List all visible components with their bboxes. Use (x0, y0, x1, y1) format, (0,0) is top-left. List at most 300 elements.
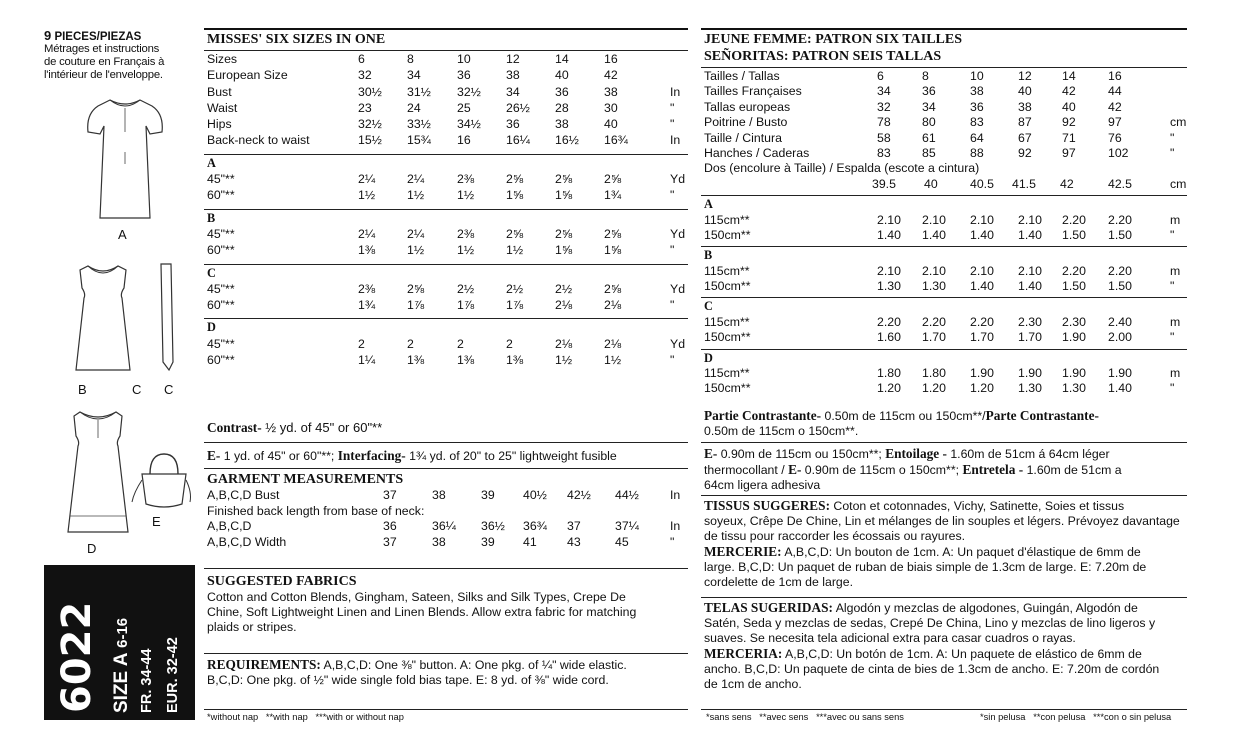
cell-value: 2.20 (1062, 212, 1086, 227)
cell-value: 32½ (457, 84, 481, 99)
table-row (704, 315, 1184, 330)
e-bold-fr: E- (704, 446, 718, 461)
cell-value: 2⅜ (457, 172, 475, 187)
rule (701, 67, 1187, 68)
contrast-bold-es: Parte Contrastante- (985, 408, 1099, 423)
table-row (207, 156, 685, 172)
cell-value: 2 (457, 336, 464, 351)
row-label: Taille / Cintura (704, 130, 782, 145)
cell-value: 1¾ (358, 298, 376, 313)
view-label-d: D (87, 541, 97, 556)
cell-value: 1⅞ (506, 298, 524, 313)
section-title: SEÑORITAS: PATRON SEIS TALLAS (704, 49, 942, 64)
table-row (704, 161, 1184, 176)
cell-value: 36¾ (523, 519, 547, 534)
cell-value: 38 (432, 488, 446, 502)
fabrics-line: plaids or stripes. (207, 620, 297, 634)
mercerie-line: cordelette de 1cm de large. (704, 575, 854, 589)
fabrics-title: SUGGESTED FABRICS (207, 574, 357, 589)
cell-unit: Yd (670, 226, 686, 241)
interfacing-note (207, 448, 689, 464)
row-label: C (704, 299, 713, 314)
cell-value: 2.10 (1018, 263, 1042, 278)
table-row (207, 188, 685, 204)
table-row (207, 337, 685, 353)
cell-value: 2.20 (1062, 263, 1086, 278)
row-label: 45"** (207, 336, 235, 351)
tissus-mercerie (704, 498, 1186, 590)
cell-unit: " (670, 353, 675, 368)
table-row (704, 100, 1184, 115)
cell-value: 2.40 (1108, 314, 1132, 329)
cell-value: 10 (457, 52, 471, 66)
interfacing-note-fr (704, 446, 1186, 493)
cell-value: 2.20 (922, 314, 946, 329)
cell-value: 2⅝ (555, 226, 573, 241)
cell-value: 1½ (358, 188, 376, 203)
row-label: Back-neck to waist (207, 133, 310, 148)
table-row (207, 320, 685, 336)
cell-value: 2¼ (358, 226, 376, 241)
rule (701, 597, 1187, 598)
table-row (207, 298, 685, 314)
cell-value: 1¾ (604, 188, 622, 203)
cell-value: 1.40 (970, 227, 994, 242)
cell-value: 40 (1062, 99, 1076, 114)
cell-value: 97 (1108, 115, 1122, 130)
row-label: 115cm** (704, 212, 750, 227)
cell-value: 1½ (604, 353, 622, 368)
cell-value: 2⅛ (555, 336, 573, 351)
cell-value: 39.5 (872, 176, 896, 191)
cell-value: 87 (1018, 115, 1032, 130)
cell-value: 14 (1062, 69, 1076, 83)
cell-value: 34 (877, 84, 891, 99)
cell-unit: " (670, 298, 675, 313)
row-label: 150cm** (704, 381, 751, 396)
view-label-b: B (78, 382, 87, 397)
rule (701, 195, 1187, 196)
table-row (704, 131, 1184, 146)
table-row (704, 213, 1184, 228)
cell-value: 2¼ (358, 172, 376, 187)
pieces-label: PIECES/PIEZAS (54, 31, 142, 43)
cell-unit: " (1170, 381, 1175, 396)
row-label: A,B,C,D Width (207, 534, 287, 549)
table-row (207, 266, 685, 282)
cell-value: 2.10 (970, 263, 994, 278)
cell-value: 2.20 (970, 314, 994, 329)
cell-value: 1⅝ (555, 188, 573, 203)
table-row (207, 243, 685, 259)
cell-value: 32½ (358, 117, 382, 132)
table-row (207, 117, 685, 133)
cell-value: 30½ (358, 84, 382, 99)
cell-value: 2⅝ (407, 281, 425, 296)
cell-value: 23 (358, 100, 372, 115)
mercerie-bold: MERCERIE: (704, 544, 782, 559)
cell-value: 97 (1062, 145, 1076, 160)
table-row (207, 52, 685, 68)
cell-value: 1⅜ (358, 243, 376, 258)
cell-value: 1.80 (877, 366, 901, 381)
e-bold-es: E- (788, 462, 802, 477)
rule (701, 709, 1187, 710)
cell-value: 61 (922, 130, 936, 145)
cell-value: 15¾ (407, 133, 431, 148)
cell-value: 36½ (481, 519, 505, 534)
cell-value: 1.20 (877, 381, 901, 396)
cell-value: 15½ (358, 133, 382, 148)
cell-value: 1.30 (922, 279, 946, 294)
cell-value: 1.20 (970, 381, 994, 396)
cell-value: 2.20 (1108, 263, 1132, 278)
cell-value: 36 (506, 117, 520, 132)
cell-value: 1½ (407, 188, 425, 203)
cell-value: 78 (877, 115, 891, 130)
garment-measurements (207, 471, 685, 550)
cell-unit: " (670, 117, 675, 132)
cell-unit: " (1170, 227, 1175, 242)
cell-value: 37¼ (615, 519, 639, 534)
rule (204, 468, 688, 469)
cell-value: 2.30 (1018, 314, 1042, 329)
cell-value: 1¼ (358, 353, 376, 368)
req-line: A,B,C,D: One ⅜" button. A: One pkg. of ¼" wide elastic. (320, 658, 627, 672)
cell-value: 16½ (555, 133, 579, 148)
merceria-bold: MERCERIA: (704, 646, 783, 661)
cell-value: 1⅞ (407, 298, 425, 313)
rule (204, 318, 688, 319)
cell-value: 1.20 (922, 381, 946, 396)
dress-b-sketch (68, 262, 138, 374)
tissus-line: soyeux, Crêpe De Chine, Lin et mélanges de lin souples et légers. Prévoyez davantage (704, 514, 1180, 528)
cell-value: 34 (922, 99, 936, 114)
cell-value: 36 (970, 99, 984, 114)
cell-value: 1½ (457, 243, 475, 258)
cell-value: 1.60 (877, 330, 901, 345)
mercerie-line: A,B,C,D: Un bouton de 1cm. A: Un paquet d'élastique de 6mm de (781, 545, 1141, 559)
cell-unit: " (670, 100, 675, 115)
row-label: A (207, 155, 216, 170)
e-text-es: 0.90m de 115cm o 150cm**; (801, 463, 963, 477)
cell-value: 44 (1108, 84, 1122, 99)
cell-value: 1½ (555, 353, 573, 368)
footnote-es: *sin pelusa **con pelusa ***con o sin pelusa (980, 712, 1172, 722)
rule (701, 28, 1187, 30)
cell-value: 8 (407, 52, 414, 66)
cell-value: 32 (877, 99, 891, 114)
contrast-line-es: 0.50m de 115cm o 150cm**. (704, 424, 859, 438)
cell-value: 2⅝ (555, 172, 573, 187)
cell-value: 92 (1062, 115, 1076, 130)
table-row (207, 211, 685, 227)
cell-value: 1.80 (922, 366, 946, 381)
cell-value: 2 (407, 336, 414, 351)
cell-value: 12 (1018, 69, 1032, 83)
table-row (207, 85, 685, 101)
cell-value: 1.40 (1108, 381, 1132, 396)
cell-value: 2⅝ (506, 226, 524, 241)
contrast-note-fr (704, 408, 1186, 439)
row-label: 60"** (207, 188, 235, 203)
cell-value: 36 (555, 84, 569, 99)
cell-value: 2 (358, 336, 365, 351)
cell-value: 16 (1108, 69, 1122, 83)
cell-unit: Yd (670, 172, 686, 187)
rule (204, 28, 688, 30)
fabrics-line: Cotton and Cotton Blends, Gingham, Sateen, Silks and Silk Types, Crepe De (207, 590, 626, 604)
row-label: Tailles Françaises (704, 84, 802, 99)
cell-unit: In (670, 84, 681, 99)
cell-unit: In (670, 133, 681, 148)
rule (204, 709, 688, 710)
row-label: C (207, 265, 216, 280)
table-row (207, 488, 685, 504)
req-line: B,C,D: One pkg. of ½" wide single fold bias tape. E: 8 yd. of ⅜" wide cord. (207, 673, 609, 687)
cell-value: 1½ (506, 243, 524, 258)
row-label: 150cm** (704, 227, 751, 242)
merceria-line: A,B,C,D: Un botón de 1cm. A: Un paquete de elástico de 6mm de (782, 647, 1142, 661)
cell-value: 102 (1108, 145, 1129, 160)
pieces-number: 9 (44, 28, 52, 43)
cell-value: 38 (604, 84, 618, 99)
entoilage-bold: Entoilage - (885, 446, 947, 461)
row-label: Hanches / Caderas (704, 145, 810, 160)
cell-value: 37 (567, 519, 581, 534)
cell-value: 12 (506, 52, 520, 66)
table-row (704, 351, 1184, 366)
row-label: 60"** (207, 298, 235, 313)
table-row (207, 519, 685, 535)
tissus-line: Coton et cotonnades, Vichy, Satinette, Soies et tissus (830, 499, 1125, 513)
cell-value: 80 (922, 115, 936, 130)
cell-value: 40.5 (970, 176, 994, 191)
cell-value: 38 (970, 84, 984, 99)
table-row (207, 353, 685, 369)
cell-unit: m (1170, 212, 1181, 227)
row-label: 45"** (207, 172, 235, 187)
row-label: A (704, 197, 713, 212)
row-label: 60"** (207, 353, 235, 368)
telas-line: Algodón y mezclas de algodones, Guingán, Algodón de (832, 601, 1138, 615)
footnote-misses: *without nap **with nap ***with or without nap (207, 712, 404, 722)
cell-value: 2½ (555, 281, 573, 296)
cell-value: 2.10 (877, 212, 901, 227)
cell-value: 30 (604, 100, 618, 115)
cell-value: 14 (555, 52, 569, 66)
table-row (704, 115, 1187, 130)
cell-value: 2.30 (1062, 314, 1086, 329)
cell-value: 43 (567, 534, 581, 549)
note-line: de couture en Français à (44, 56, 165, 68)
cell-value: 2.10 (877, 263, 901, 278)
section-title: JEUNE FEMME: PATRON SIX TAILLES (704, 32, 962, 47)
row-label: Poitrine / Busto (704, 115, 788, 130)
view-label-e: E (152, 514, 161, 529)
contrast-text-fr: 0.50m de 115cm ou 150cm**/ (821, 409, 986, 423)
cell-unit: Yd (670, 281, 686, 296)
entretela-line: 64cm ligera adhesiva (704, 478, 821, 492)
cell-value: 36¼ (432, 519, 456, 534)
cell-value: 16 (457, 133, 471, 148)
footnote-fr: *sans sens **avec sens ***avec ou sans sens (706, 712, 904, 722)
note-line: l'intérieur de l'enveloppe. (44, 69, 163, 81)
cell-unit: m (1170, 314, 1181, 329)
cell-value: 1⅝ (555, 243, 573, 258)
dress-d-sketch (58, 408, 138, 538)
cell-value: 1.90 (1062, 366, 1086, 381)
cell-value: 38 (1018, 99, 1032, 114)
cell-value: 36 (922, 84, 936, 99)
cell-value: 1.50 (1108, 227, 1132, 242)
table-row (704, 84, 1184, 99)
cell-value: 1.40 (1018, 279, 1042, 294)
cell-value: 1½ (457, 188, 475, 203)
cell-value: 16¼ (506, 133, 530, 148)
cell-unit: m (1170, 263, 1181, 278)
cell-value: 67 (1018, 130, 1032, 145)
cell-value: 42 (1062, 84, 1076, 99)
cell-value: 37 (383, 534, 397, 549)
row-label: Dos (encolure à Taille) / Espalda (escote a cintura) (704, 161, 980, 176)
cell-value: 1.50 (1062, 279, 1086, 294)
row-label: 115cm** (704, 366, 750, 381)
cell-value: 1.70 (1018, 330, 1042, 345)
table-row (704, 381, 1184, 396)
row-label: A,B,C,D Bust (207, 488, 280, 502)
cell-value: 2½ (457, 281, 475, 296)
table-row (704, 176, 1187, 192)
table-row (207, 535, 685, 551)
cell-value: 1.90 (970, 366, 994, 381)
row-label: Tallas europeas (704, 99, 791, 114)
cell-value: 88 (970, 145, 984, 160)
cell-value: 85 (922, 145, 936, 160)
rule (701, 495, 1187, 496)
cell-value: 2.10 (1018, 212, 1042, 227)
dress-a-sketch (80, 92, 170, 224)
table-row (704, 69, 1184, 84)
cell-value: 38 (432, 534, 446, 549)
cell-value: 71 (1062, 130, 1076, 145)
cell-value: 1.40 (922, 227, 946, 242)
row-label: 115cm** (704, 263, 750, 278)
contrast-note (207, 420, 685, 435)
cell-value: 1.50 (1062, 227, 1086, 242)
cell-value: 83 (877, 145, 891, 160)
cell-value: 33½ (407, 117, 431, 132)
cell-value: 45 (615, 534, 629, 549)
row-label: 45"** (207, 281, 235, 296)
table-row (704, 197, 1184, 212)
rule (701, 442, 1187, 443)
cell-value: 1.40 (970, 279, 994, 294)
fabrics-line: Chine, Soft Lightweight Linen and Linen Blends. Allow extra fabric for matching (207, 605, 637, 619)
view-label-c: C (132, 382, 142, 397)
cell-value: 26½ (506, 100, 530, 115)
thermo-text: thermocollant / (704, 463, 789, 477)
cell-value: 1.90 (1062, 330, 1086, 345)
cell-value: 40 (555, 68, 569, 83)
cell-value: 42 (604, 68, 618, 83)
table-row (704, 366, 1184, 381)
suggested-fabrics (207, 573, 689, 635)
row-label: Waist (207, 100, 238, 115)
cell-value: 1.30 (877, 279, 901, 294)
cell-unit: " (670, 243, 675, 258)
row-label: Tailles / Tallas (704, 69, 780, 83)
cell-value: 76 (1108, 130, 1122, 145)
cell-value: 2⅝ (506, 172, 524, 187)
cell-unit: " (1170, 130, 1175, 145)
cell-value: 1.90 (1108, 366, 1132, 381)
table-row (704, 146, 1184, 161)
table-row (704, 330, 1184, 345)
cell-value: 40 (924, 176, 938, 191)
rule (204, 154, 688, 155)
row-label: Bust (207, 84, 232, 99)
merceria-line: de 1cm de ancho. (704, 677, 802, 691)
table-row (207, 504, 685, 520)
pattern-number: 6022 (54, 601, 100, 713)
cell-value: 42 (1108, 99, 1122, 114)
cell-unit: Yd (670, 336, 686, 351)
cell-value: 2⅛ (555, 298, 573, 313)
row-label: Sizes (207, 52, 238, 66)
table-row (207, 68, 685, 84)
cell-value: 2⅜ (457, 226, 475, 241)
size-range: 6-16 (114, 617, 131, 648)
cell-unit: In (670, 519, 681, 534)
entretela-bold: Entretela - (962, 462, 1024, 477)
contrast-bold-fr: Partie Contrastante- (704, 408, 822, 423)
cell-value: 64 (970, 130, 984, 145)
table-row (207, 282, 685, 298)
cell-value: 1.70 (970, 330, 994, 345)
contrast-bold: Contrast- (207, 420, 262, 435)
row-label: D (207, 320, 216, 335)
req-bold: REQUIREMENTS: (207, 657, 321, 672)
cell-value: 2.00 (1108, 330, 1132, 345)
row-label: Hips (207, 117, 232, 132)
cell-value: 58 (877, 130, 891, 145)
rule (204, 209, 688, 210)
cell-value: 2¼ (407, 172, 425, 187)
cell-value: 1½ (407, 243, 425, 258)
cell-value: 38 (555, 117, 569, 132)
cell-value: 38 (506, 68, 520, 83)
row-label: A,B,C,D (207, 519, 252, 534)
misses-table (207, 31, 685, 369)
cell-value: 1.40 (1018, 227, 1042, 242)
cell-value: 28 (555, 100, 569, 115)
fr-size-range: FR. 34-44 (139, 648, 155, 713)
cell-value: 32 (358, 68, 372, 83)
rule (701, 349, 1187, 350)
view-label-a: A (118, 227, 127, 242)
cell-value: 2.10 (922, 212, 946, 227)
cell-value: 1⅝ (506, 188, 524, 203)
table-row (704, 264, 1184, 279)
rule (204, 264, 688, 265)
size-label-text: SIZE A (111, 653, 132, 713)
cell-value: 16 (604, 52, 618, 66)
tissus-line: de tissu pour raccorder les écossais ou rayures. (704, 529, 966, 543)
e-text: 1 yd. of 45" or 60"**; (220, 449, 338, 463)
table-row (704, 248, 1184, 263)
size-label (111, 618, 133, 713)
